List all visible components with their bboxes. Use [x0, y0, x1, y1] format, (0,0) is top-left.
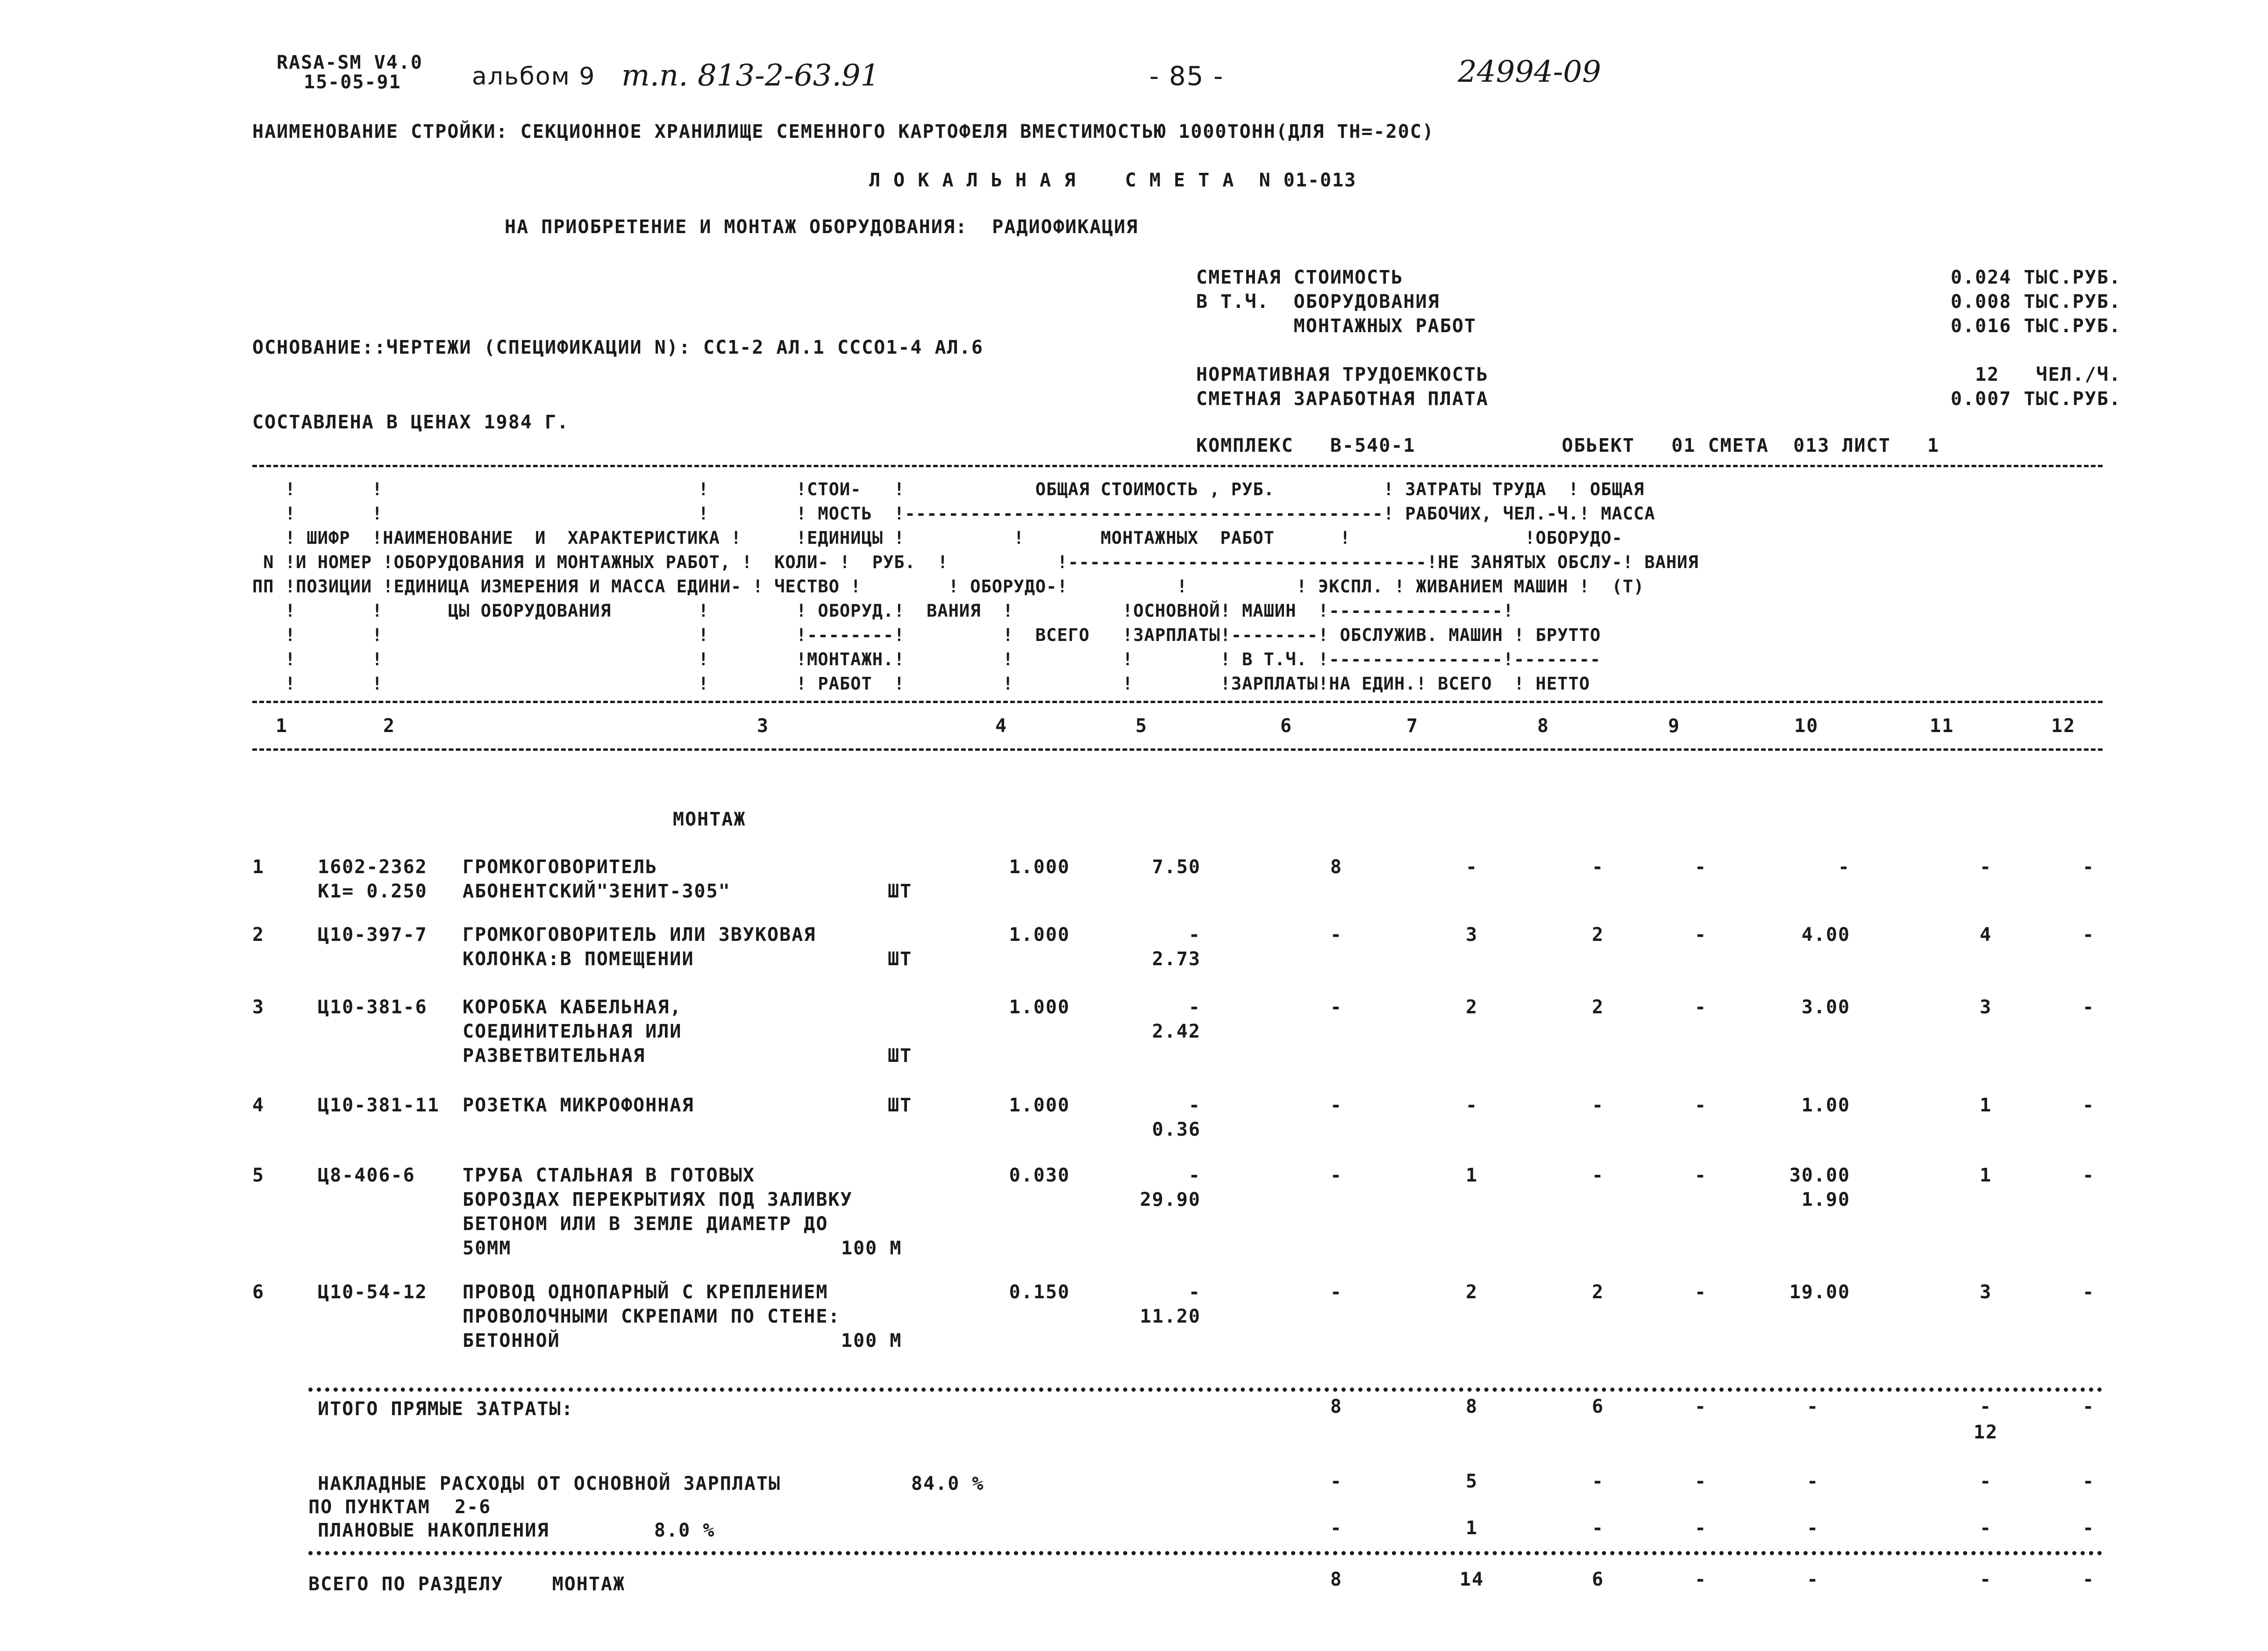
row-name-line: СОЕДИНИТЕЛЬНАЯ ИЛИ	[463, 1021, 682, 1042]
section-total-labor-unit: -	[1806, 1569, 1819, 1590]
row-quantity: 1.000	[1009, 924, 1070, 946]
row-labor-per-unit: 30.00	[1789, 1165, 1850, 1186]
construction-title: НАИМЕНОВАНИЕ СТРОЙКИ: СЕКЦИОННОЕ ХРАНИЛИЩЕ СЕМЕННОГО КАРТОФЕЛЯ ВМЕСТИМОСТЬЮ 1000ТОНН(ДЛЯ ТН=-20С)	[252, 121, 1434, 142]
header-line: ! ! ! !СТОИ- ! ОБЩАЯ СТОИМОСТЬ , РУБ. ! ЗАТРАТЫ ТРУДА ! ОБЩАЯ	[252, 479, 1645, 499]
row-unit: ШТ	[888, 1045, 913, 1067]
row-base-wages: 2	[1591, 996, 1605, 1018]
section-total-labor-total: -	[1979, 1569, 1992, 1590]
row-mass: -	[2082, 1165, 2095, 1186]
direct-costs-equipment: 8	[1330, 1396, 1343, 1417]
direct-costs-installation: 8	[1465, 1396, 1478, 1417]
row-quantity: 0.150	[1009, 1281, 1070, 1303]
row-price-equipment: -	[1188, 924, 1201, 946]
section-total-rule	[308, 1551, 2103, 1555]
row-quantity: 1.000	[1009, 1095, 1070, 1116]
row-equipment-cost: -	[1330, 1165, 1343, 1186]
row-mass: -	[2082, 856, 2095, 878]
summary-value-labor: 12 ЧЕЛ./Ч.	[1975, 364, 2121, 385]
row-code: Ц8-406-6	[318, 1165, 415, 1186]
row-price-equipment: 7.50	[1152, 856, 1201, 878]
summary-label-labor: НОРМАТИВНАЯ ТРУДОЕМКОСТЬ	[1196, 364, 1489, 385]
row-code: 1602-2362	[318, 856, 428, 878]
row-price-installation: 2.73	[1152, 948, 1201, 970]
row-number: 4	[252, 1095, 265, 1116]
direct-costs-wages: 6	[1591, 1396, 1605, 1417]
header-top-rule	[252, 465, 2103, 467]
section-total-label: ВСЕГО ПО РАЗДЕЛУ МОНТАЖ	[308, 1573, 626, 1595]
row-name-line: БОРОЗДАХ ПЕРЕКРЫТИЯХ ПОД ЗАЛИВКУ	[463, 1189, 853, 1210]
row-machine-cost: -	[1694, 1281, 1707, 1303]
summary-label-wages: СМЕТНАЯ ЗАРАБОТНАЯ ПЛАТА	[1196, 388, 1489, 410]
overhead-wages: -	[1591, 1471, 1605, 1492]
column-number: 5	[1135, 715, 1148, 737]
row-price-equipment: -	[1188, 1281, 1201, 1303]
row-machine-cost: -	[1694, 1165, 1707, 1186]
row-equipment-cost: -	[1330, 1281, 1343, 1303]
header-line: ! ! ! ! МОСТЬ !--------------------------------------------! РАБОЧИХ, ЧЕЛ.-Ч.! МАССА	[252, 504, 1655, 524]
totals-top-rule	[308, 1388, 2103, 1392]
row-unit: ШТ	[888, 881, 913, 902]
basis-line: ОСНОВАНИЕ::ЧЕРТЕЖИ (СПЕЦИФИКАЦИИ N): СС1-2 АЛ.1 СССО1-4 АЛ.6	[252, 337, 984, 358]
section-total-machines: -	[1694, 1569, 1707, 1590]
row-labor-total: 3	[1979, 1281, 1992, 1303]
row-mass: -	[2082, 1281, 2095, 1303]
summary-label-cost: СМЕТНАЯ СТОИМОСТЬ	[1196, 267, 1404, 288]
direct-costs-mass: -	[2082, 1396, 2095, 1417]
column-number: 10	[1794, 715, 1819, 737]
page-number: - 85 -	[1149, 61, 1224, 92]
row-price-installation: 2.42	[1152, 1021, 1201, 1042]
column-number: 9	[1668, 715, 1681, 737]
row-base-wages: -	[1591, 1165, 1605, 1186]
row-labor-total: 1	[1979, 1095, 1992, 1116]
row-labor-total: -	[1979, 856, 1992, 878]
summary-value-wages: 0.007 ТЫС.РУБ.	[1950, 388, 2121, 410]
row-machine-cost: -	[1694, 1095, 1707, 1116]
planned-labor-total: -	[1979, 1517, 1992, 1539]
row-code: Ц10-54-12	[318, 1281, 428, 1303]
column-number: 4	[995, 715, 1008, 737]
row-name-line: ПРОВОЛОЧНЫМИ СКРЕПАМИ ПО СТЕНЕ:	[463, 1306, 841, 1327]
row-machine-cost: -	[1694, 924, 1707, 946]
row-price-equipment: -	[1188, 996, 1201, 1018]
summary-value-cost: 0.024 ТЫС.РУБ.	[1950, 267, 2121, 288]
row-installation-total: 1	[1465, 1165, 1478, 1186]
direct-costs-label: ИТОГО ПРЯМЫЕ ЗАТРАТЫ:	[318, 1398, 574, 1420]
row-code: Ц10-381-6	[318, 996, 428, 1018]
row-quantity: 1.000	[1009, 856, 1070, 878]
row-name-line: ГРОМКОГОВОРИТЕЛЬ	[463, 856, 658, 878]
row-mass: -	[2082, 1095, 2095, 1116]
column-number: 8	[1537, 715, 1550, 737]
row-equipment-cost: -	[1330, 1095, 1343, 1116]
album-label: альбом 9	[472, 63, 596, 91]
row-equipment-cost: 8	[1330, 856, 1343, 878]
planned-label: ПЛАНОВЫЕ НАКОПЛЕНИЯ	[318, 1520, 549, 1541]
row-number: 2	[252, 924, 265, 946]
row-base-wages: 2	[1591, 1281, 1605, 1303]
overhead-percent: 84.0 %	[911, 1473, 984, 1494]
direct-costs-labor-total-2: 12	[1973, 1422, 1998, 1443]
planned-labor-unit: -	[1806, 1517, 1819, 1539]
row-machine-cost: -	[1694, 996, 1707, 1018]
row-labor-per-unit-2: 1.90	[1801, 1189, 1850, 1210]
direct-costs-labor-total: -	[1979, 1396, 1992, 1417]
summary-value-equipment: 0.008 ТЫС.РУБ.	[1950, 291, 2121, 313]
header-line: ! ! ! !--------! ! ВСЕГО !ЗАРПЛАТЫ!--------! ОБСЛУЖИВ. МАШИН ! БРУТТО	[252, 625, 1601, 645]
summary-value-installation: 0.016 ТЫС.РУБ.	[1950, 315, 2121, 337]
overhead-machines: -	[1694, 1471, 1707, 1492]
planned-equipment: -	[1330, 1517, 1343, 1539]
overhead-labor-unit: -	[1806, 1471, 1819, 1492]
row-name-line: 50ММ	[463, 1238, 512, 1259]
row-price-installation: 29.90	[1140, 1189, 1201, 1210]
column-number: 1	[276, 715, 288, 737]
row-unit: ШТ	[888, 948, 913, 970]
row-name-line: БЕТОННОЙ	[463, 1330, 560, 1352]
overhead-installation: 5	[1465, 1471, 1478, 1492]
column-number: 12	[2051, 715, 2076, 737]
row-number: 6	[252, 1281, 265, 1303]
header-line: N !И НОМЕР !ОБОРУДОВАНИЯ И МОНТАЖНЫХ РАБОТ, ! КОЛИ- ! РУБ. ! !---------------------------------!НЕ ЗАНЯТЫХ ОБСЛУ-! ВАНИЯ	[252, 552, 1699, 572]
print-date: 15-05-91	[304, 71, 401, 93]
overhead-label: НАКЛАДНЫЕ РАСХОДЫ ОТ ОСНОВНОЙ ЗАРПЛАТЫ	[318, 1473, 781, 1494]
row-machine-cost: -	[1694, 856, 1707, 878]
row-installation-total: -	[1465, 856, 1478, 878]
row-name-line: РАЗВЕТВИТЕЛЬНАЯ	[463, 1045, 646, 1067]
overhead-mass: -	[2082, 1471, 2095, 1492]
row-code: Ц10-397-7	[318, 924, 428, 946]
row-base-wages: -	[1591, 856, 1605, 878]
row-price-equipment: -	[1188, 1095, 1201, 1116]
row-price-installation: 11.20	[1140, 1306, 1201, 1327]
smeta-subtitle: НА ПРИОБРЕТЕНИЕ И МОНТАЖ ОБОРУДОВАНИЯ: РАДИОФИКАЦИЯ	[505, 216, 1139, 238]
prices-line: СОСТАВЛЕНА В ЦЕНАХ 1984 Г.	[252, 412, 570, 433]
row-installation-total: 2	[1465, 996, 1478, 1018]
row-installation-total: 3	[1465, 924, 1478, 946]
row-price-installation: 0.36	[1152, 1119, 1201, 1140]
column-number: 2	[383, 715, 396, 737]
planned-installation: 1	[1465, 1517, 1478, 1539]
section-total-mass: -	[2082, 1569, 2095, 1590]
planned-machines: -	[1694, 1517, 1707, 1539]
row-unit: 100 М	[841, 1330, 902, 1352]
header-line: ! ! ! ! РАБОТ ! ! ! !ЗАРПЛАТЫ!НА ЕДИН.! ВСЕГО ! НЕТТО	[252, 674, 1590, 694]
row-labor-per-unit: 19.00	[1789, 1281, 1850, 1303]
header-line: ! ! ЦЫ ОБОРУДОВАНИЯ ! ! ОБОРУД.! ВАНИЯ ! !ОСНОВНОЙ! МАШИН !----------------!	[252, 601, 1514, 621]
row-labor-per-unit: 4.00	[1801, 924, 1850, 946]
row-name-line: КОРОБКА КАБЕЛЬНАЯ,	[463, 996, 682, 1018]
planned-wages: -	[1591, 1517, 1605, 1539]
section-total-wages: 6	[1591, 1569, 1605, 1590]
overhead-labor-total: -	[1979, 1471, 1992, 1492]
planned-mass: -	[2082, 1517, 2095, 1539]
row-installation-total: -	[1465, 1095, 1478, 1116]
planned-percent: 8.0 %	[654, 1520, 715, 1541]
row-name-line: БЕТОНОМ ИЛИ В ЗЕМЛЕ ДИАМЕТР ДО	[463, 1213, 828, 1235]
row-name-line: РОЗЕТКА МИКРОФОННАЯ	[463, 1095, 694, 1116]
row-installation-total: 2	[1465, 1281, 1478, 1303]
row-labor-per-unit: 1.00	[1801, 1095, 1850, 1116]
row-code: Ц10-381-11	[318, 1095, 440, 1116]
row-equipment-cost: -	[1330, 924, 1343, 946]
program-name: RASA-SM V4.0	[277, 52, 423, 73]
row-labor-per-unit: -	[1838, 856, 1850, 878]
row-price-equipment: -	[1188, 1165, 1201, 1186]
header-mid-rule	[252, 701, 2103, 703]
row-name-line: ТРУБА СТАЛЬНАЯ В ГОТОВЫХ	[463, 1165, 755, 1186]
row-labor-per-unit: 3.00	[1801, 996, 1850, 1018]
header-line: ! ! ! !МОНТАЖН.! ! ! ! В Т.Ч. !----------------!--------	[252, 649, 1601, 669]
section-title: МОНТАЖ	[673, 809, 746, 830]
row-name-line: АБОНЕНТСКИЙ"ЗЕНИТ-305"	[463, 881, 731, 902]
row-equipment-cost: -	[1330, 996, 1343, 1018]
column-number: 3	[757, 715, 770, 737]
row-labor-total: 1	[1979, 1165, 1992, 1186]
row-number: 5	[252, 1165, 265, 1186]
overhead-equipment: -	[1330, 1471, 1343, 1492]
row-coefficient: К1= 0.250	[318, 881, 428, 902]
row-name-line: ПРОВОД ОДНОПАРНЫЙ С КРЕПЛЕНИЕМ	[463, 1281, 828, 1303]
row-labor-total: 4	[1979, 924, 1992, 946]
summary-label-installation: МОНТАЖНЫХ РАБОТ	[1196, 315, 1476, 337]
header-line: ! ШИФР !НАИМЕНОВАНИЕ И ХАРАКТЕРИСТИКА ! !ЕДИНИЦЫ ! ! МОНТАЖНЫХ РАБОТ ! !ОБОРУДО-	[252, 528, 1623, 548]
complex-line: КОМПЛЕКС В-540-1 ОБЬЕКТ 01 СМЕТА 013 ЛИСТ 1	[1196, 435, 1940, 456]
row-unit: ШТ	[888, 1095, 913, 1116]
header-bottom-rule	[252, 748, 2103, 751]
smeta-title: Л О К А Л Ь Н А Я С М Е Т А N 01-013	[869, 170, 1357, 191]
direct-costs-labor-unit: -	[1806, 1396, 1819, 1417]
header-line: ПП !ПОЗИЦИИ !ЕДИНИЦА ИЗМЕРЕНИЯ И МАССА ЕДИНИ- ! ЧЕСТВО ! ! ОБОРУДО-! ! ! ЭКСПЛ. ! ЖИВАНИЕМ МАШИН ! (Т)	[252, 576, 1645, 597]
direct-costs-machines: -	[1694, 1396, 1707, 1417]
row-name-line: КОЛОНКА:В ПОМЕЩЕНИИ	[463, 948, 694, 970]
overhead-label-2: ПО ПУНКТАМ 2-6	[308, 1496, 492, 1518]
section-total-installation: 14	[1459, 1569, 1484, 1590]
document-number: 24994-09	[1458, 55, 1601, 89]
project-code: т.п. 813-2-63.91	[621, 58, 880, 93]
row-base-wages: 2	[1591, 924, 1605, 946]
row-number: 3	[252, 996, 265, 1018]
row-name-line: ГРОМКОГОВОРИТЕЛЬ ИЛИ ЗВУКОВАЯ	[463, 924, 816, 946]
row-quantity: 1.000	[1009, 996, 1070, 1018]
summary-label-equipment: В Т.Ч. ОБОРУДОВАНИЯ	[1196, 291, 1440, 313]
section-total-equipment: 8	[1330, 1569, 1343, 1590]
row-base-wages: -	[1591, 1095, 1605, 1116]
row-unit: 100 М	[841, 1238, 902, 1259]
column-number: 6	[1280, 715, 1293, 737]
row-labor-total: 3	[1979, 996, 1992, 1018]
column-number: 11	[1930, 715, 1954, 737]
row-mass: -	[2082, 996, 2095, 1018]
row-quantity: 0.030	[1009, 1165, 1070, 1186]
column-number: 7	[1406, 715, 1419, 737]
row-number: 1	[252, 856, 265, 878]
row-mass: -	[2082, 924, 2095, 946]
